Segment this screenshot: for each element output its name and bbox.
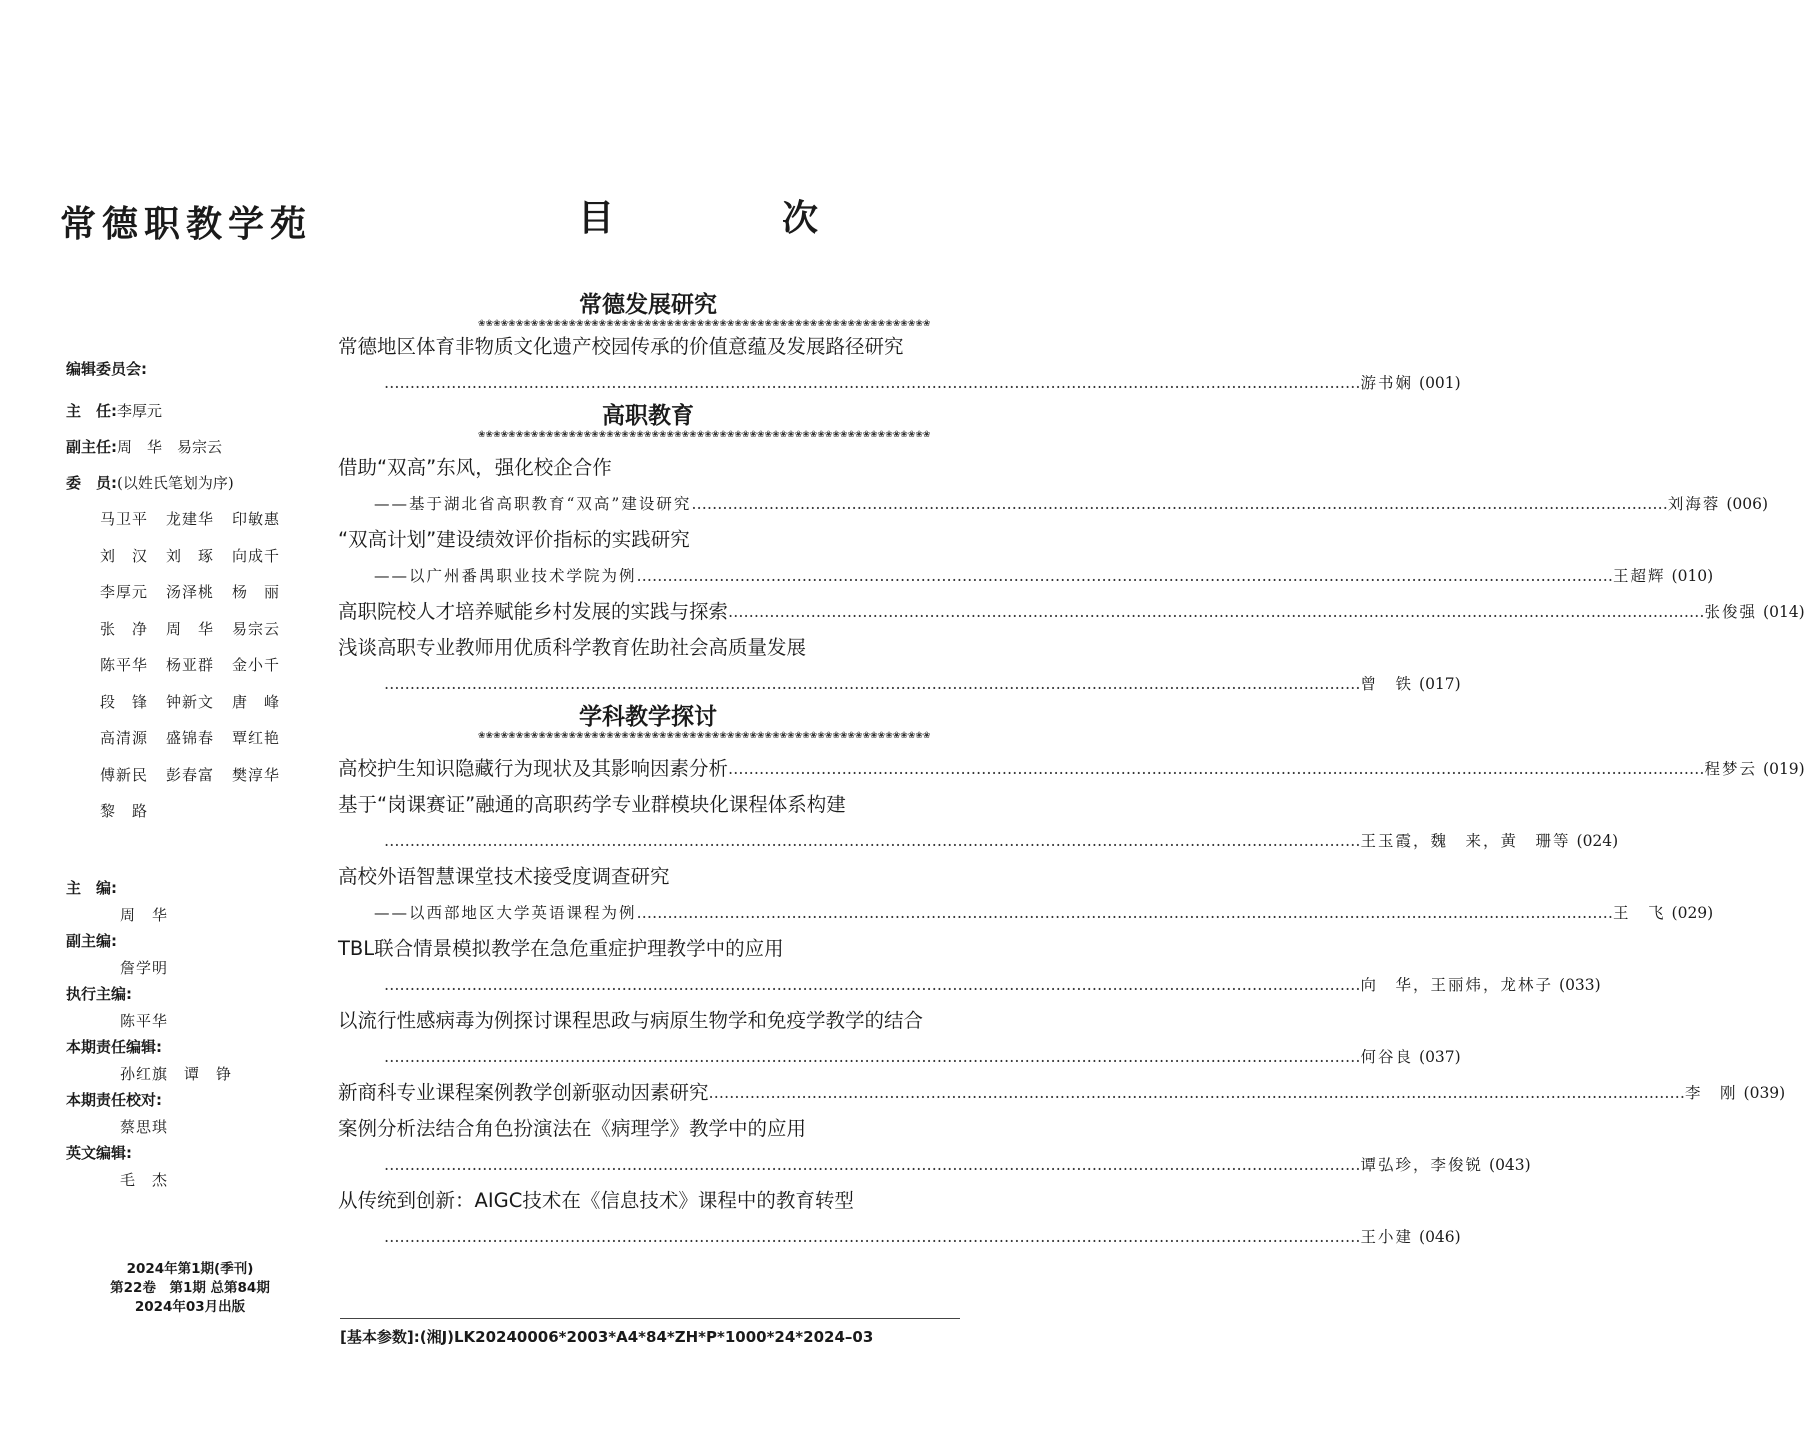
- article-author: 何谷良: [1360, 1048, 1414, 1066]
- article-author: 李 刚: [1685, 1084, 1738, 1102]
- leader-dots: [384, 823, 1361, 859]
- member-name: 刘 汉: [100, 546, 149, 565]
- member-name: 覃红艳: [232, 729, 281, 747]
- toc-entry-detail: [338, 1147, 1531, 1183]
- member-row: [100, 757, 306, 794]
- article-author: 刘海蓉: [1667, 495, 1721, 513]
- toc-entry-detail: [338, 365, 1461, 401]
- article-title: TBL联合情景模拟教学在急危重症护理教学中的应用: [338, 937, 784, 960]
- page-number: (046): [1419, 1228, 1461, 1246]
- toc-entry: [338, 751, 1805, 787]
- article-title: 高校外语智慧课堂技术接受度调查研究: [338, 865, 670, 888]
- article-title: 从传统到创新：AIGC技术在《信息技术》课程中的教育转型: [338, 1189, 854, 1212]
- member-name: 唐 峰: [232, 692, 281, 711]
- toc-entry-detail: [338, 967, 1601, 1003]
- deputy-label: 副主任:: [66, 438, 117, 456]
- section-ornament-rule: ❀❀❀❀❀❀❀❀❀❀❀❀❀❀❀❀❀❀❀❀❀❀❀❀❀❀❀❀❀❀❀❀❀❀❀❀❀❀❀❀❀❀❀❀❀❀❀❀❀❀❀❀❀❀❀❀❀❀❀❀: [478, 430, 931, 440]
- article-author: 向 华，王丽炜，龙林子: [1360, 976, 1554, 994]
- article-title: “双高计划”建设绩效评价指标的实践研究: [338, 528, 690, 551]
- article-title: 案例分析法结合角色扮演法在《病理学》教学中的应用: [338, 1117, 807, 1140]
- member-row: [100, 684, 306, 721]
- page-number: (043): [1489, 1156, 1531, 1174]
- leader-dots: [728, 594, 1705, 630]
- member-name: 印敏惠: [232, 510, 281, 528]
- article-subtitle: ——以广州番禺职业技术学院为例: [374, 567, 637, 585]
- member-row: [100, 538, 306, 575]
- toc-entry-detail: [338, 486, 1769, 522]
- member-name: 杨亚群: [166, 656, 215, 674]
- article-author: 王玉霞，魏 来，黄 珊等: [1360, 832, 1571, 850]
- page-number: (029): [1671, 904, 1714, 922]
- deputy-name: 周 华 易宗云: [117, 438, 223, 456]
- article-title: 新商科专业课程案例教学创新驱动因素研究: [338, 1081, 709, 1104]
- editorial-board: [66, 358, 306, 830]
- member-row: [100, 574, 306, 611]
- leader-dots: [691, 486, 1668, 522]
- article-title: 基于“岗课赛证”融通的高职药学专业群模块化课程体系构建: [338, 793, 846, 816]
- member-name: 陈平华: [100, 656, 149, 674]
- editors-block: [66, 876, 306, 1194]
- member-name: 易宗云: [232, 619, 281, 638]
- members-note: (以姓氏笔划为序): [117, 474, 234, 492]
- member-name: 周 华: [166, 619, 215, 638]
- editor-name: 毛 杰: [120, 1171, 169, 1189]
- editor-name: 蔡思琪: [120, 1118, 169, 1136]
- toc-entry: [338, 594, 1805, 630]
- leader-dots: [384, 365, 1361, 401]
- leader-dots: [728, 751, 1705, 787]
- editor-name: 詹学明: [120, 959, 169, 977]
- leader-dots: [384, 1039, 1361, 1075]
- member-name: 汤泽桃: [166, 583, 215, 601]
- member-row: [100, 647, 306, 684]
- deputy-line: [66, 429, 306, 465]
- section-ornament-rule: ❀❀❀❀❀❀❀❀❀❀❀❀❀❀❀❀❀❀❀❀❀❀❀❀❀❀❀❀❀❀❀❀❀❀❀❀❀❀❀❀❀❀❀❀❀❀❀❀❀❀❀❀❀❀❀❀❀❀❀❀: [478, 731, 931, 741]
- leader-dots: [637, 558, 1614, 594]
- director-line: [66, 393, 306, 429]
- article-author: 曾 铁: [1360, 675, 1414, 693]
- member-name: 高清源: [100, 729, 149, 747]
- editor-role-label: 主 编:: [66, 879, 117, 897]
- member-name: 张 净: [100, 619, 149, 638]
- member-name: 刘 琢: [166, 546, 215, 565]
- leader-dots: [384, 967, 1361, 1003]
- member-row: [100, 720, 306, 757]
- editor-role-label: 本期责任校对:: [66, 1091, 162, 1109]
- leader-dots: [637, 895, 1614, 931]
- toc-entry-detail: [338, 1039, 1461, 1075]
- page-number: (017): [1419, 675, 1461, 693]
- editor-name: 周 华: [120, 906, 169, 924]
- spacer: [338, 440, 958, 450]
- section-heading: 常德发展研究: [579, 292, 717, 318]
- member-name: 杨 丽: [232, 583, 281, 601]
- article-author: 王 飞: [1613, 904, 1666, 922]
- editor-role-label: 执行主编:: [66, 985, 132, 1003]
- table-of-contents: [338, 290, 1805, 1255]
- member-row: [100, 611, 306, 648]
- article-title: 高职院校人才培养赋能乡村发展的实践与探索: [338, 600, 729, 623]
- board-heading: 编辑委员会:: [66, 360, 147, 378]
- article-author: 王小建: [1360, 1228, 1414, 1246]
- spacer: [338, 741, 958, 751]
- editor-name: 陈平华: [120, 1012, 169, 1030]
- article-title: 浅谈高职专业教师用优质科学教育佐助社会高质量发展: [338, 636, 807, 659]
- director-label: 主 任:: [66, 402, 117, 420]
- toc-entry-detail: [338, 1219, 1461, 1255]
- article-author: 谭弘珍，李俊锐: [1360, 1156, 1484, 1174]
- article-title: 以流行性感病毒为例探讨课程思政与病原生物学和免疫学教学的结合: [338, 1009, 924, 1032]
- article-title: 常德地区体育非物质文化遗产校园传承的价值意蕴及发展路径研究: [338, 335, 904, 358]
- member-name: 樊淳华: [232, 765, 281, 784]
- member-name: 李厚元: [100, 583, 149, 601]
- section-heading: 学科教学探讨: [579, 704, 717, 730]
- member-name: 龙建华: [166, 510, 215, 528]
- basic-params: [基本参数]:(湘J)LK20240006*2003*A4*84*ZH*P*1000*24*2024–03: [340, 1328, 874, 1346]
- members-list: [66, 501, 306, 830]
- article-author: 张俊强: [1704, 603, 1758, 621]
- director-name: 李厚元: [117, 402, 163, 420]
- members-label: 委 员:: [66, 474, 117, 492]
- article-subtitle: ——基于湖北省高职教育“双高”建设研究: [374, 495, 692, 513]
- page-number: (024): [1576, 832, 1619, 850]
- page-number: (033): [1559, 976, 1601, 994]
- journal-title: 常德职教学苑: [60, 204, 313, 245]
- page-number: (039): [1743, 1084, 1786, 1102]
- members-line: [66, 465, 306, 501]
- toc-title: 目 次: [578, 198, 885, 239]
- member-name: 彭春富: [166, 765, 215, 784]
- editor-role-label: 英文编辑:: [66, 1144, 132, 1162]
- issue-line-3: 2024年03月出版: [134, 1299, 246, 1315]
- leader-dots: [384, 1147, 1361, 1183]
- issue-info: [70, 1260, 310, 1317]
- editor-name: 孙红旗 谭 铮: [120, 1065, 233, 1083]
- leader-dots: [384, 1219, 1361, 1255]
- params-divider: [340, 1318, 960, 1319]
- article-subtitle: ——以西部地区大学英语课程为例: [374, 904, 637, 922]
- article-author: 王超辉: [1613, 567, 1666, 585]
- toc-entry-detail: [338, 666, 1461, 702]
- page-number: (019): [1763, 760, 1805, 778]
- section-heading: 高职教育: [602, 403, 694, 429]
- issue-line-2: 第22卷 第1期 总第84期: [110, 1280, 270, 1296]
- toc-entry: [338, 1075, 1786, 1111]
- member-name: 盛锦春: [166, 729, 215, 747]
- member-name: 马卫平: [100, 510, 149, 528]
- page-number: (010): [1671, 567, 1714, 585]
- toc-entry-detail: [338, 895, 1714, 931]
- leader-dots: [384, 666, 1361, 702]
- editor-role-label: 本期责任编辑:: [66, 1038, 162, 1056]
- article-title: 借助“双高”东风，强化校企合作: [338, 456, 612, 479]
- page-number: (001): [1419, 374, 1461, 392]
- article-author: 程梦云: [1704, 760, 1758, 778]
- member-row: [100, 793, 306, 830]
- toc-entry-detail: [338, 823, 1619, 859]
- page-number: (014): [1763, 603, 1805, 621]
- member-name: 段 锋: [100, 692, 149, 711]
- page-number: (006): [1726, 495, 1769, 513]
- section-ornament-rule: ❀❀❀❀❀❀❀❀❀❀❀❀❀❀❀❀❀❀❀❀❀❀❀❀❀❀❀❀❀❀❀❀❀❀❀❀❀❀❀❀❀❀❀❀❀❀❀❀❀❀❀❀❀❀❀❀❀❀❀❀: [478, 319, 931, 329]
- member-name: 黎 路: [100, 802, 149, 820]
- editor-role-label: 副主编:: [66, 932, 117, 950]
- member-row: [100, 501, 306, 538]
- toc-entry-detail: [338, 558, 1714, 594]
- issue-line-1: 2024年第1期(季刊): [126, 1261, 254, 1277]
- member-name: 金小千: [232, 656, 281, 674]
- member-name: 向成千: [232, 546, 281, 565]
- leader-dots: [709, 1075, 1686, 1111]
- member-name: 傅新民: [100, 765, 149, 784]
- article-title: 高校护生知识隐藏行为现状及其影响因素分析: [338, 757, 729, 780]
- article-author: 游书娴: [1360, 374, 1414, 392]
- member-name: 钟新文: [166, 692, 215, 711]
- page-number: (037): [1419, 1048, 1461, 1066]
